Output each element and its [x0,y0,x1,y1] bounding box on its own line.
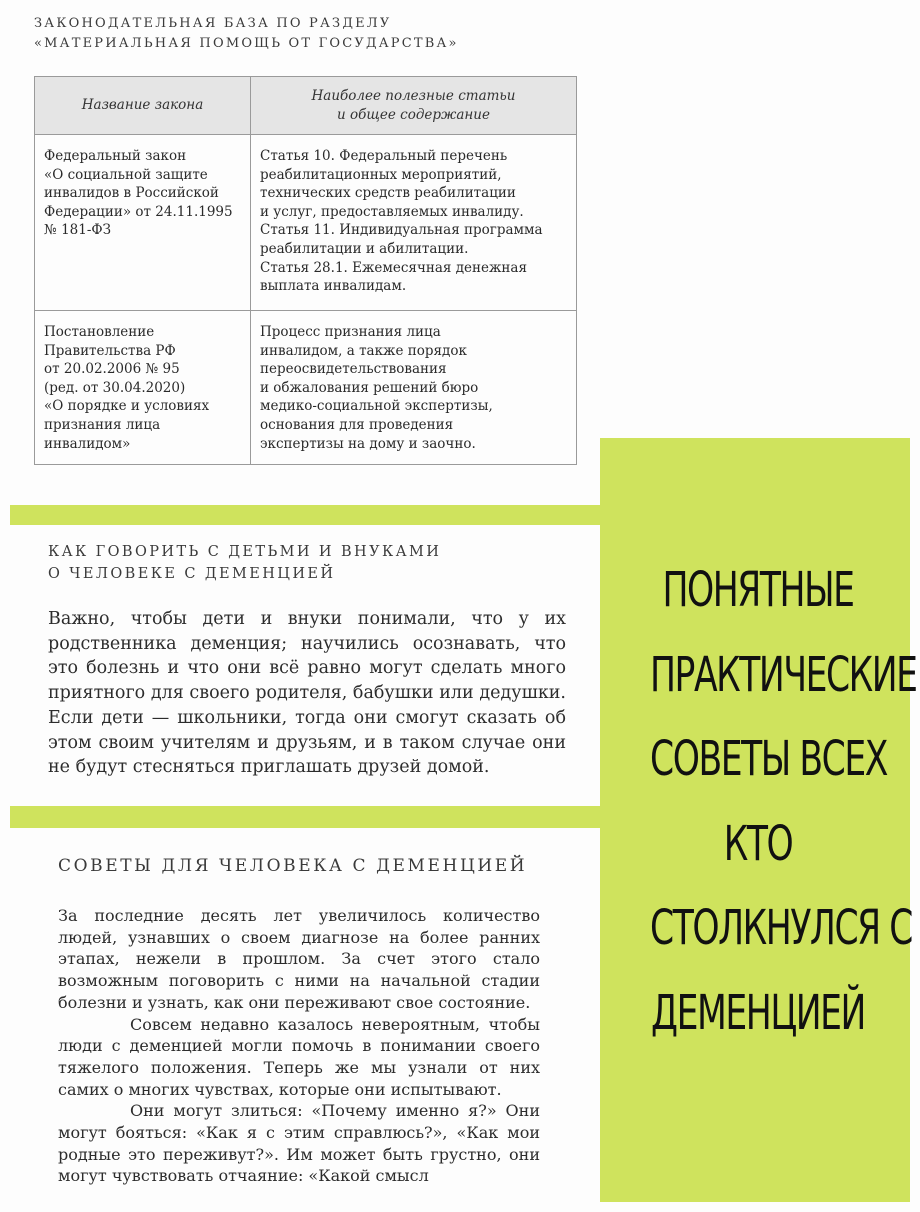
section-heading-legal-base: ЗАКОНОДАТЕЛЬНАЯ БАЗА ПО РАЗДЕЛУ «МАТЕРИАЛЬНАЯ ПОМОЩЬ ОТ ГОСУДАРСТВА» [34,16,459,51]
banner-line: СТОЛКНУЛСЯ С [650,900,912,956]
banner-line: СОВЕТЫ ВСЕХ [650,731,887,787]
banner-line: ПОНЯТНЫЕ [662,562,854,618]
column-header-law-name: Название закона [35,77,251,135]
banner-headline [608,548,917,1055]
law-table [34,76,577,465]
table-header-row [35,77,577,135]
column-header-articles: Наиболее полезные статьи и общее содержание [251,77,577,135]
paragraph: Совсем недавно казалось невероятным, чтобы люди с деменцией могли помочь в понимании своего тяжелого положения. Теперь же мы узнали от них самих о многих чувствах, которые они испытывают. [58,1014,540,1099]
section-heading-advice: СОВЕТЫ ДЛЯ ЧЕЛОВЕКА С ДЕМЕНЦИЕЙ [58,856,528,876]
table-row [35,135,577,311]
table-cell-content: Процесс признания лица инвалидом, а также порядок переосвидетельствования и обжалования решений бюро медико-социальной экспертизы, основания для проведения экспертизы на дому и заочно. [251,311,577,465]
table-cell-law: Постановление Правительства РФ от 20.02.2006 № 95 (ред. от 30.04.2020) «О порядке и условиях признания лица инвалидом» [35,311,251,465]
banner-line: КТО [723,815,793,872]
green-divider-band [10,806,600,828]
green-divider-band [10,505,600,525]
table-row [35,311,577,465]
section-body-children: Важно, чтобы дети и внуки понимали, что у их родственника деменция; научились осознавать, что это болезнь и что они всё равно могут сделать много приятного для своего родителя, бабушки или дедушки. Если дети — школьники, тогда они смогут сказать об этом своим учителям и друзьям, и в таком случае они не будут стесняться приглашать друзей домой. [48,609,566,778]
paragraph: Они могут злиться: «Почему именно я?» Они могут бояться: «Как я с этим справлюсь?», «Как мои родные это переживут?». Им может быть грустно, они могут чувствовать отчаяние: «Какой смысл [58,1101,540,1186]
table-cell-content: Статья 10. Федеральный перечень реабилитационных мероприятий, технических средств реабилитации и услуг, предоставляемых инвалиду. Статья 11. Индивидуальная программа реабилитации и абилитации. Статья 28.1. Ежемесячная денежная выплата инвалидам. [251,135,577,311]
table-cell-law: Федеральный закон «О социальной защите инвалидов в Российской Федерации» от 24.11.1995 № 181-ФЗ [35,135,251,311]
section-heading-children: КАК ГОВОРИТЬ С ДЕТЬМИ И ВНУКАМИ О ЧЕЛОВЕКЕ С ДЕМЕНЦИЕЙ [48,544,442,582]
section-body-advice [58,905,540,1200]
banner-line: ПРАКТИЧЕСКИЕ [650,646,917,703]
paragraph: За последние десять лет увеличилось количество людей, узнавших о своем диагнозе на более ранних этапах, нежели в прошлом. За счет этого стало возможным поговорить с ними на начальной стадии болезни и узнать, как они переживают свое состояние. [58,906,540,1012]
banner-line: ДЕМЕНЦИЕЙ [651,984,865,1041]
